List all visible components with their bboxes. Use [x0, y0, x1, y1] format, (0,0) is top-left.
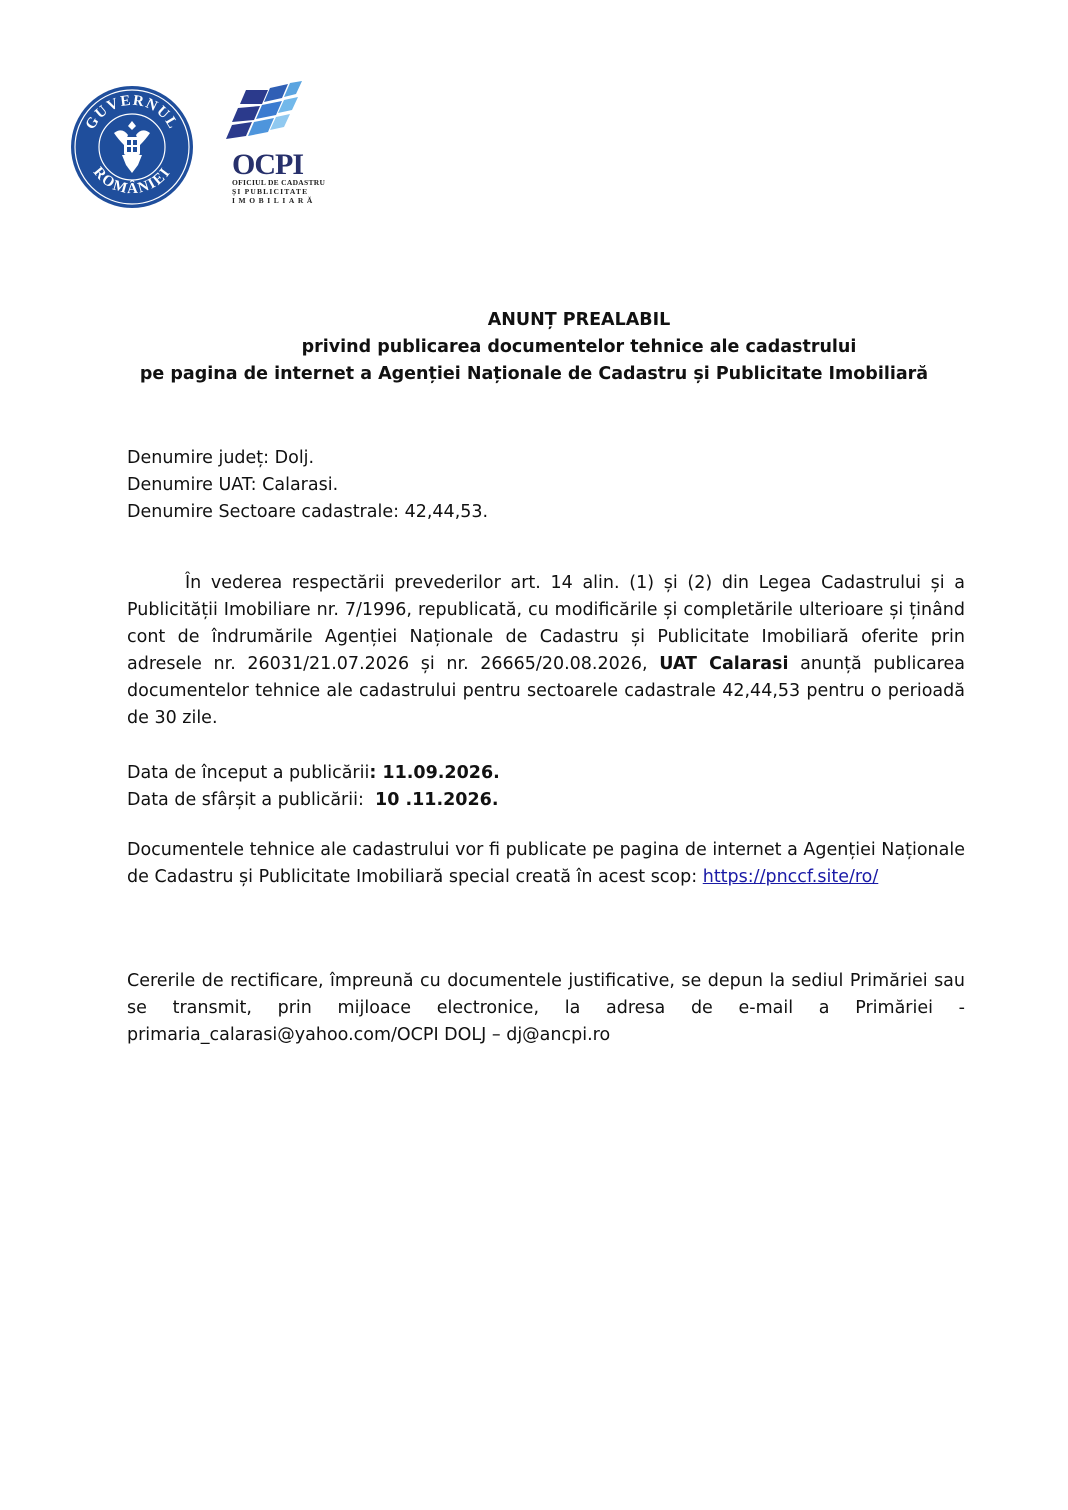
uat-bold: UAT Calarasi: [659, 654, 789, 674]
end-date-line: Data de sfârșit a publicării: 10 .11.2026.: [127, 790, 499, 810]
ocpi-subtitle: OFICIUL DE CADASTRU ȘI PUBLICITATE IMOBILIARĂ: [232, 178, 326, 205]
svg-text:ROMÂNIEI: ROMÂNIEI: [89, 164, 175, 198]
ocpi-name: OCPI: [232, 148, 303, 181]
dates-block: [127, 760, 965, 814]
uat-line: Denumire UAT: Calarasi.: [127, 475, 339, 495]
ocpi-stripes-icon: [226, 81, 302, 139]
pnccf-link[interactable]: https://pnccf.site/ro/: [702, 867, 879, 887]
main-paragraph: În vederea respectării prevederilor art. 14 alin. (1) și (2) din Legea Cadastrului și a Publicității Imobiliare nr. 7/1996, republicată, cu modificările și completările ulterioare și ținând cont de îndrumările Agenției Naționale de Cadastru și Publicitate Imobiliară oferite prin adresele nr. 26031/21.07.2026 și nr. 26665/20.08.2026, UAT Calarasi anunță publicarea documentelor tehnice ale cadastrului pentru sectoarele cadastrale 42,44,53 pentru o perioadă de 30 zile.: [127, 573, 965, 728]
announcement-title: [0, 307, 1068, 388]
details-block: [127, 445, 965, 526]
publication-paragraph: Documentele tehnice ale cadastrului vor fi publicate pe pagina de internet a Agenției Naționale de Cadastru și Publicitate Imobiliară special creată în acest scop: https://pnccf.site/ro/: [127, 840, 965, 887]
requests-paragraph: Cererile de rectificare, împreună cu documentele justificative, se depun la sediul Primăriei sau se transmit, prin mijloace electronice, la adresa de e-mail a Primăriei - primaria_calarasi@yahoo.com/OCPI DOLJ – dj@ancpi.ro: [127, 971, 965, 1045]
title-line-2: privind publicarea documentelor tehnice ale cadastrului: [301, 337, 857, 357]
svg-text:GUVERNUL: GUVERNUL: [82, 92, 182, 133]
government-seal-logo: [70, 85, 194, 209]
title-line-1: ANUNȚ PREALABIL: [487, 310, 671, 330]
start-date-line: Data de început a publicării: 11.09.2026.: [127, 763, 500, 783]
county-line: Denumire județ: Dolj.: [127, 448, 315, 468]
title-line-3: pe pagina de internet a Agenției Naționale de Cadastru și Publicitate Imobiliară: [139, 364, 929, 384]
ocpi-logo: [218, 80, 336, 205]
sectors-line: Denumire Sectoare cadastrale: 42,44,53.: [127, 502, 489, 522]
